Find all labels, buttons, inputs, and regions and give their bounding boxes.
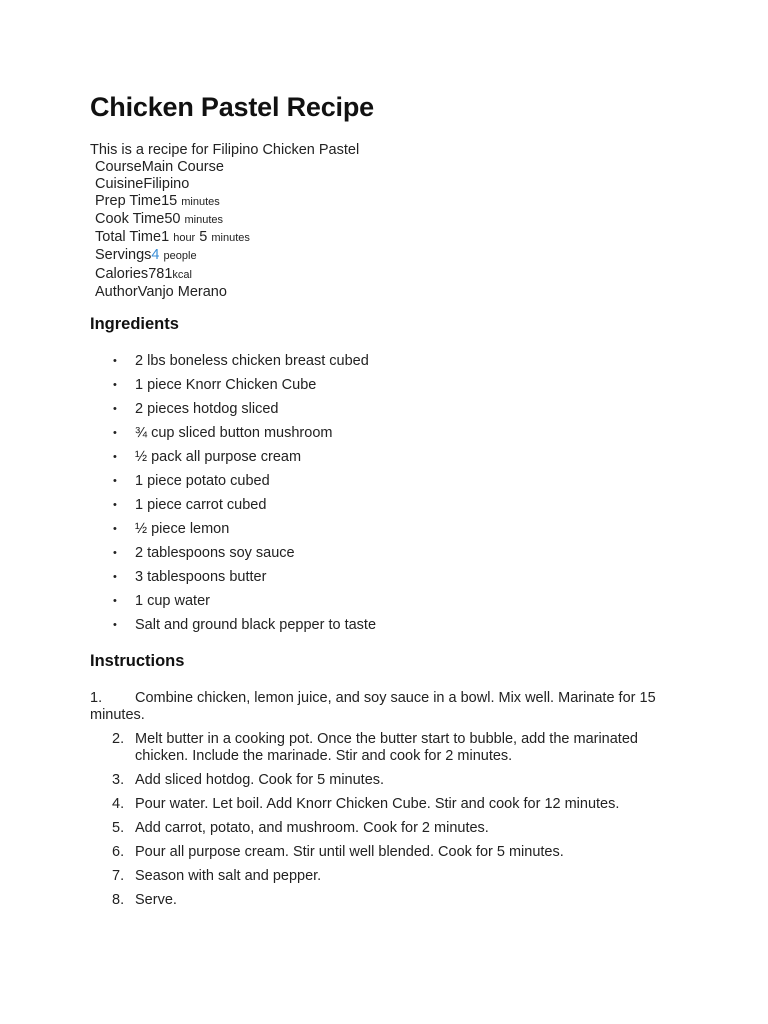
ingredient-item	[90, 424, 376, 448]
ingredient-text: 2 tablespoons soy sauce	[135, 545, 295, 561]
instruction-step	[90, 731, 680, 765]
bullet-icon: •	[113, 427, 117, 439]
meta-cook-unit: minutes	[184, 214, 224, 227]
bullet-icon: •	[113, 355, 117, 367]
instruction-step	[90, 844, 680, 861]
step-text: Melt butter in a cooking pot. Once the butter start to bubble, add the marinated chicken. Include the marinade. Stir and cook for 2 minutes.	[135, 731, 638, 764]
instruction-step	[90, 690, 670, 724]
ingredients-heading: Ingredients	[90, 315, 179, 333]
bullet-icon: •	[113, 547, 117, 559]
meta-total-hours: 1	[161, 229, 170, 246]
ingredient-item	[90, 472, 376, 496]
meta-cuisine-label: Cuisine	[95, 176, 144, 193]
meta-prep-label: Prep Time	[95, 193, 162, 210]
servings-value-link[interactable]: 4	[151, 247, 160, 264]
meta-prep-unit: minutes	[181, 196, 220, 209]
ingredient-text: 3 tablespoons butter	[135, 569, 267, 585]
step-number: 5.	[112, 820, 125, 836]
ingredient-item	[90, 496, 376, 520]
ingredient-item	[90, 568, 376, 592]
meta-servings-unit: people	[163, 250, 197, 263]
recipe-meta	[95, 159, 250, 301]
meta-prep-value: 15	[161, 193, 178, 210]
meta-calories-unit: kcal	[172, 268, 192, 281]
bullet-icon: •	[113, 379, 117, 391]
ingredient-text: ½ pack all purpose cream	[135, 449, 302, 465]
ingredient-text: 1 piece potato cubed	[135, 473, 270, 489]
ingredient-text: ¾ cup sliced button mushroom	[135, 425, 333, 441]
step-text: Add sliced hotdog. Cook for 5 minutes.	[135, 772, 385, 788]
step-text: Season with salt and pepper.	[135, 868, 322, 884]
step-number: 2.	[112, 731, 125, 747]
instruction-step	[90, 796, 680, 813]
ingredient-text: 1 cup water	[135, 593, 210, 609]
meta-cook-time	[95, 211, 250, 229]
bullet-icon: •	[113, 475, 117, 487]
step-number: 4.	[112, 796, 125, 812]
instruction-step	[90, 892, 680, 909]
bullet-icon: •	[113, 619, 117, 631]
step-number: 1.	[90, 690, 103, 706]
meta-servings	[95, 247, 250, 265]
instruction-step	[90, 820, 680, 837]
step-number: 8.	[112, 892, 125, 908]
ingredient-text: 1 piece Knorr Chicken Cube	[135, 377, 317, 393]
step-text: Pour water. Let boil. Add Knorr Chicken Cube. Stir and cook for 12 minutes.	[135, 796, 620, 812]
ingredient-item	[90, 592, 376, 616]
bullet-icon: •	[113, 523, 117, 535]
ingredient-item	[90, 544, 376, 568]
meta-author	[95, 284, 250, 301]
ingredient-item	[90, 448, 376, 472]
instructions-list	[90, 731, 680, 916]
meta-total-minutes-unit: minutes	[211, 232, 250, 245]
recipe-intro: This is a recipe for Filipino Chicken Pastel	[90, 142, 360, 158]
meta-course-label: Course	[95, 159, 142, 175]
ingredient-text: Salt and ground black pepper to taste	[135, 617, 377, 633]
meta-cook-label: Cook Time	[95, 211, 165, 228]
page-title: Chicken Pastel Recipe	[90, 92, 374, 122]
step-text: Pour all purpose cream. Stir until well blended. Cook for 5 minutes.	[135, 844, 564, 860]
ingredient-item	[90, 616, 376, 640]
meta-cuisine-value: Filipino	[143, 176, 190, 193]
bullet-icon: •	[113, 451, 117, 463]
meta-total-minutes: 5	[199, 229, 208, 246]
ingredient-text: 2 pieces hotdog sliced	[135, 401, 279, 417]
meta-calories	[95, 266, 250, 284]
instructions-heading: Instructions	[90, 652, 185, 670]
meta-servings-label: Servings	[95, 247, 152, 264]
meta-author-label: Author	[95, 283, 138, 300]
instruction-step	[90, 772, 680, 789]
ingredient-item	[90, 352, 376, 376]
meta-calories-value: 781	[148, 265, 173, 282]
ingredient-text: ½ piece lemon	[135, 521, 230, 537]
ingredient-text: 2 lbs boneless chicken breast cubed	[135, 353, 369, 369]
meta-total-time	[95, 229, 250, 247]
ingredient-item	[90, 400, 376, 424]
bullet-icon: •	[113, 403, 117, 415]
bullet-icon: •	[113, 499, 117, 511]
ingredient-text: 1 piece carrot cubed	[135, 497, 267, 513]
step-text: Serve.	[135, 892, 177, 908]
ingredient-item	[90, 376, 376, 400]
step-number: 3.	[112, 772, 125, 788]
ingredients-list	[90, 352, 376, 640]
meta-total-hours-unit: hour	[173, 232, 196, 245]
bullet-icon: •	[113, 595, 117, 607]
meta-cook-value: 50	[164, 211, 181, 228]
meta-cuisine	[95, 176, 250, 193]
meta-author-value: Vanjo Merano	[137, 283, 227, 300]
meta-course	[95, 159, 250, 176]
meta-calories-label: Calories	[95, 265, 149, 282]
meta-total-label: Total Time	[95, 229, 162, 246]
instruction-step	[90, 868, 680, 885]
step-number: 7.	[112, 868, 125, 884]
meta-course-value: Main Course	[141, 159, 224, 175]
bullet-icon: •	[113, 571, 117, 583]
step-number: 6.	[112, 844, 125, 860]
ingredient-item	[90, 520, 376, 544]
step-text: Combine chicken, lemon juice, and soy sauce in a bowl. Mix well. Marinate for 15 minutes.	[90, 690, 656, 723]
step-text: Add carrot, potato, and mushroom. Cook for 2 minutes.	[135, 820, 489, 836]
meta-prep-time	[95, 193, 250, 211]
